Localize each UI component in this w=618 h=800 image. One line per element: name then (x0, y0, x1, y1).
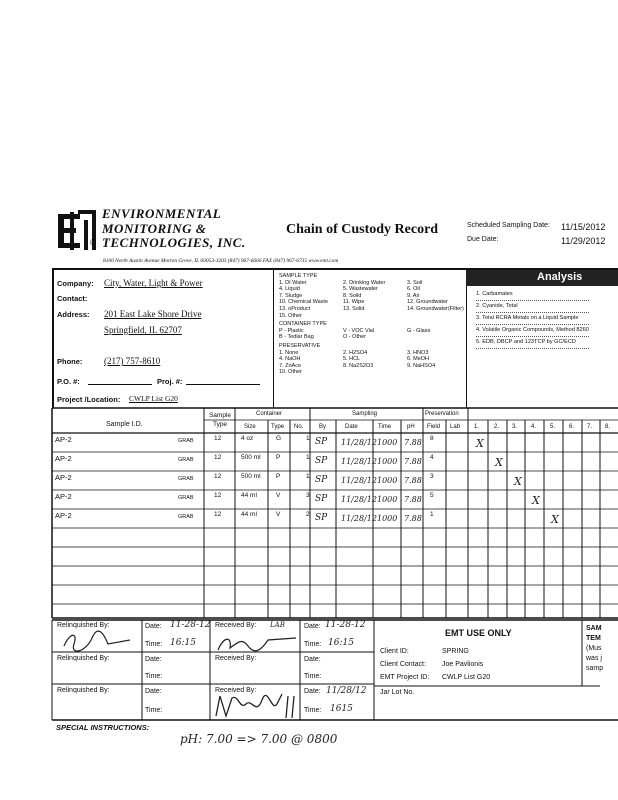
field-preservation: 1 (430, 511, 434, 518)
custody-time-3: 1615 (330, 704, 353, 714)
sample-type-12: 12. Groundwater (407, 299, 448, 306)
emt-project-label: EMT Project ID: (380, 674, 430, 681)
sample-type-15: 14. Groundwater(Filter) (407, 305, 464, 312)
sample-type-16: 15. Other (279, 312, 302, 319)
container-count: 3 (306, 492, 310, 499)
received-label-3: Received By: (215, 687, 257, 694)
preservative-2: 2. H2SO4 (343, 349, 368, 356)
phone-value: (217) 757-8610 (104, 356, 161, 366)
analysis-col-5: 5. (550, 424, 556, 430)
container-type: P (276, 473, 281, 480)
emt-client-id-label: Client ID: (380, 648, 409, 655)
sample-date: 11/28/12 (341, 457, 377, 466)
company-value: City, Water, Light & Power (104, 278, 203, 288)
scheduled-value: 11/15/2012 (561, 222, 606, 232)
preservative-9: 9. NaHSO4 (407, 362, 436, 369)
field-header: Field (427, 424, 441, 430)
received-label-2: Received By: (215, 655, 257, 662)
sample-id-header: Sample I.D. (106, 421, 143, 428)
analysis-col-8: 8. (605, 424, 611, 430)
date-label-1: Date: (145, 623, 162, 630)
grab-label: GRAB (178, 457, 194, 463)
sample-type-6: 6. Oil (407, 286, 420, 293)
type-header: Type (271, 424, 285, 430)
emt-header: EMT USE ONLY (445, 628, 512, 638)
page-title: Chain of Custody Record (286, 222, 439, 237)
preservative-6: 6. MeOH (407, 356, 430, 363)
sample-type-code: 12 (214, 435, 222, 442)
company-label: Company: (57, 279, 94, 288)
container-type: V (276, 511, 281, 518)
date-label-4: Date: (304, 623, 321, 630)
container-size: 4 oz (241, 435, 254, 442)
container-size: 500 ml (241, 473, 261, 480)
custody-time-2: 16:15 (328, 638, 354, 648)
field-preservation: 5 (430, 492, 434, 499)
container-count: 1 (306, 454, 310, 461)
container-count: 2 (306, 511, 310, 518)
due-label: Due Date: (467, 236, 499, 243)
sample-type-3: 3. Soil (407, 279, 423, 286)
relinquished-label-1: Relinquished By: (57, 622, 110, 629)
field-preservation: 3 (430, 473, 434, 480)
date-label-6: Date: (304, 688, 321, 695)
analysis-check-mark: X (514, 475, 522, 488)
preservative-3: 3. HNO3 (407, 349, 429, 356)
custody-date-1: 11-28-12 (170, 620, 211, 630)
sampler-initials: SP (315, 456, 328, 466)
sample-type-code: 12 (214, 473, 222, 480)
sample-type-10: 10. Chemical Waste (279, 299, 329, 306)
sample-type-code: 12 (214, 454, 222, 461)
company-line-3: TECHNOLOGIES, INC. (102, 235, 246, 250)
sample-id: AP-2 (55, 473, 72, 482)
receiver-signature-3 (212, 690, 298, 722)
emt-contact-label: Client Contact: (380, 661, 426, 668)
emt-contact-value: Joe Pavlionis (442, 661, 484, 668)
container-count: 1 (306, 473, 310, 480)
custody-date-2: 11-28-12 (325, 620, 366, 630)
time-label-6: Time: (304, 707, 322, 714)
no-header: No. (294, 424, 304, 430)
sample-type-5: 5. Wastewater (343, 286, 378, 293)
time-header: Time (378, 424, 392, 430)
sample-time: 1000 (377, 457, 398, 466)
grab-label: GRAB (178, 476, 194, 482)
sample-id: AP-2 (55, 454, 72, 463)
sample-date: 11/28/12 (341, 495, 377, 504)
container-type: V (276, 492, 281, 499)
container-size: 500 ml (241, 454, 261, 461)
date-label-2: Date: (145, 656, 162, 663)
sample-type-14: 13. Solid (343, 305, 365, 312)
sample-type-9: 9. Air (407, 292, 420, 299)
container-size: 44 ml (241, 492, 257, 499)
receiver-signature-1 (214, 632, 300, 656)
sample-date: 11/28/12 (341, 476, 377, 485)
container-type-4: B - Tedlar Bag (279, 334, 314, 341)
analysis-item-1: 1. Carbamates (476, 289, 589, 301)
relinquished-label-3: Relinquished By: (57, 687, 110, 694)
side-note-line-2: TEM (586, 635, 601, 642)
analysis-col-2: 2. (494, 424, 500, 430)
relinquished-label-2: Relinquished By: (57, 655, 110, 662)
sampling-header: Sampling (352, 411, 378, 417)
preservative-4: 4. NaOH (279, 356, 301, 363)
container-type-header: CONTAINER TYPE (279, 321, 327, 328)
date-header: Date (345, 424, 358, 430)
time-label-4: Time: (304, 641, 322, 648)
sample-type-8: 8. Solid (343, 292, 362, 299)
container-header: Container (256, 411, 283, 417)
address-line-2: Springfield, IL 62707 (104, 325, 182, 335)
company-line-2: MONITORING & (102, 220, 207, 236)
field-preservation: 4 (430, 454, 434, 461)
date-label-3: Date: (145, 688, 162, 695)
ph-header: pH (407, 424, 415, 430)
side-note (586, 624, 603, 674)
proj-label: Proj. #: (157, 377, 183, 386)
sample-type-13: 13. oProduct (279, 305, 311, 312)
sample-type-2: 2. Drinking Water (343, 279, 386, 286)
time-label-2: Time: (145, 673, 163, 680)
container-type-3: G - Glass (407, 327, 431, 334)
time-label-3: Time: (145, 707, 163, 714)
company-line-1: ENVIRONMENTAL (102, 206, 222, 221)
sample-type-col-header: Sample Type (208, 412, 232, 428)
location-value: CWLP List G20 (129, 394, 178, 403)
special-instructions-label: SPECIAL INSTRUCTIONS: (56, 723, 150, 732)
company-address-line: 8100 North Austin Avenue Morton Grove, IL 60053-3203 (847) 967-6666 FAX (847) 967-6735 www.emt.com (103, 258, 339, 264)
sample-ph: 7.88 (404, 438, 422, 447)
contact-label: Contact: (57, 294, 88, 303)
sampler-initials: SP (315, 494, 328, 504)
preservative-5: 5. HCL (343, 356, 361, 363)
jar-lot-label: Jar Lot No. (380, 689, 415, 696)
sample-time: 1000 (377, 438, 398, 447)
grab-label: GRAB (178, 495, 194, 501)
container-count: 1 (306, 435, 310, 442)
emt-client-id-value: SPRING (442, 648, 469, 655)
analysis-check-mark: X (476, 437, 484, 450)
size-header: Size (244, 424, 256, 430)
container-type-5: O - Other (343, 334, 366, 341)
due-value: 11/29/2012 (561, 236, 606, 246)
location-label: Project /Location: (57, 395, 121, 404)
analysis-check-mark: X (532, 494, 540, 507)
po-label: P.O. #: (57, 377, 80, 386)
preservative-header: PRESERVATIVE (279, 342, 321, 349)
preservative-7: 7. ZnAce (279, 362, 302, 369)
container-size: 44 ml (241, 511, 257, 518)
sampler-initials: SP (315, 513, 328, 523)
analysis-item-3: 3. Total RCRA Metals on a Liquid Sample (476, 313, 589, 325)
analysis-col-4: 4. (531, 424, 537, 430)
grab-label: GRAB (178, 514, 194, 520)
by-header: By (319, 424, 327, 430)
sample-id: AP-2 (55, 492, 72, 501)
emt-project-value: CWLP List G20 (442, 674, 491, 681)
date-label-5: Date: (304, 656, 321, 663)
analysis-item-2: 2. Cyanide, Total (476, 301, 589, 313)
sample-date: 11/28/12 (341, 438, 377, 447)
container-type-1: P - Plastic (279, 327, 304, 334)
address-label: Address: (57, 310, 90, 319)
sample-ph: 7.88 (404, 495, 422, 504)
preservative-1: 1. None (279, 349, 299, 356)
container-type: G (276, 435, 282, 442)
field-preservation: 8 (430, 435, 434, 442)
sample-id: AP-2 (55, 435, 72, 444)
analysis-item-4: 4. Volatile Organic Compounds, Method 8260 (476, 325, 589, 337)
sample-type-code: 12 (214, 492, 222, 499)
received-by-lab: LAB (270, 621, 285, 629)
sample-type-1: 1. DI Water (279, 279, 307, 286)
analysis-col-6: 6. (569, 424, 575, 430)
preservative-8: 8. Na2S2O3 (343, 362, 374, 369)
sample-type-7: 7. Sludge (279, 292, 303, 299)
custody-date-3: 11/28/12 (326, 686, 367, 696)
sample-time: 1000 (377, 495, 398, 504)
container-type-2: V - VOC Vial (343, 327, 375, 334)
address-line-1: 201 East Lake Shore Drive (104, 309, 202, 319)
analysis-check-mark: X (495, 456, 503, 469)
analysis-item-5: 5. EDB, DBCP and 123TCP by GC/ECD (476, 337, 589, 349)
sample-date: 11/28/12 (341, 514, 377, 523)
special-instructions-note: pH: 7.00 => 7.00 @ 0800 (180, 732, 338, 746)
preservative-10: 10. Other (279, 369, 302, 376)
relinquisher-signature (60, 630, 140, 654)
grab-label: GRAB (178, 438, 194, 444)
analysis-check-mark: X (551, 513, 559, 526)
lab-header: Lab (450, 424, 461, 430)
scheduled-label: Scheduled Sampling Date: (467, 222, 550, 229)
sampler-initials: SP (315, 437, 328, 447)
registered-mark: ® (90, 238, 96, 247)
sample-time: 1000 (377, 514, 398, 523)
phone-label: Phone: (57, 357, 83, 366)
container-type: P (276, 454, 281, 461)
analysis-col-3: 3. (512, 424, 518, 430)
sample-type-header: SAMPLE TYPE (279, 273, 318, 279)
analysis-col-1: 1. (474, 424, 480, 430)
side-note-line-1: SAM (586, 625, 602, 632)
analysis-col-7: 7. (587, 424, 593, 430)
custody-time-1: 16:15 (170, 638, 196, 648)
received-label-1: Received By: (215, 622, 257, 629)
analysis-header: Analysis (537, 271, 583, 283)
sample-id: AP-2 (55, 511, 72, 520)
sample-time: 1000 (377, 476, 398, 485)
sample-ph: 7.88 (404, 514, 422, 523)
side-note-line-4: was j (586, 655, 602, 662)
time-label-1: Time: (145, 641, 163, 648)
sample-type-4: 4. Liquid (279, 286, 300, 293)
sample-ph: 7.88 (404, 476, 422, 485)
sample-type-code: 12 (214, 511, 222, 518)
sample-ph: 7.88 (404, 457, 422, 466)
side-note-line-5: samp (586, 665, 604, 672)
preservation-header: Preservation (425, 411, 459, 417)
sample-type-11: 11. Wipe (343, 299, 365, 306)
sampler-initials: SP (315, 475, 328, 485)
side-note-line-3: (Mus (586, 645, 602, 652)
time-label-5: Time: (304, 673, 322, 680)
